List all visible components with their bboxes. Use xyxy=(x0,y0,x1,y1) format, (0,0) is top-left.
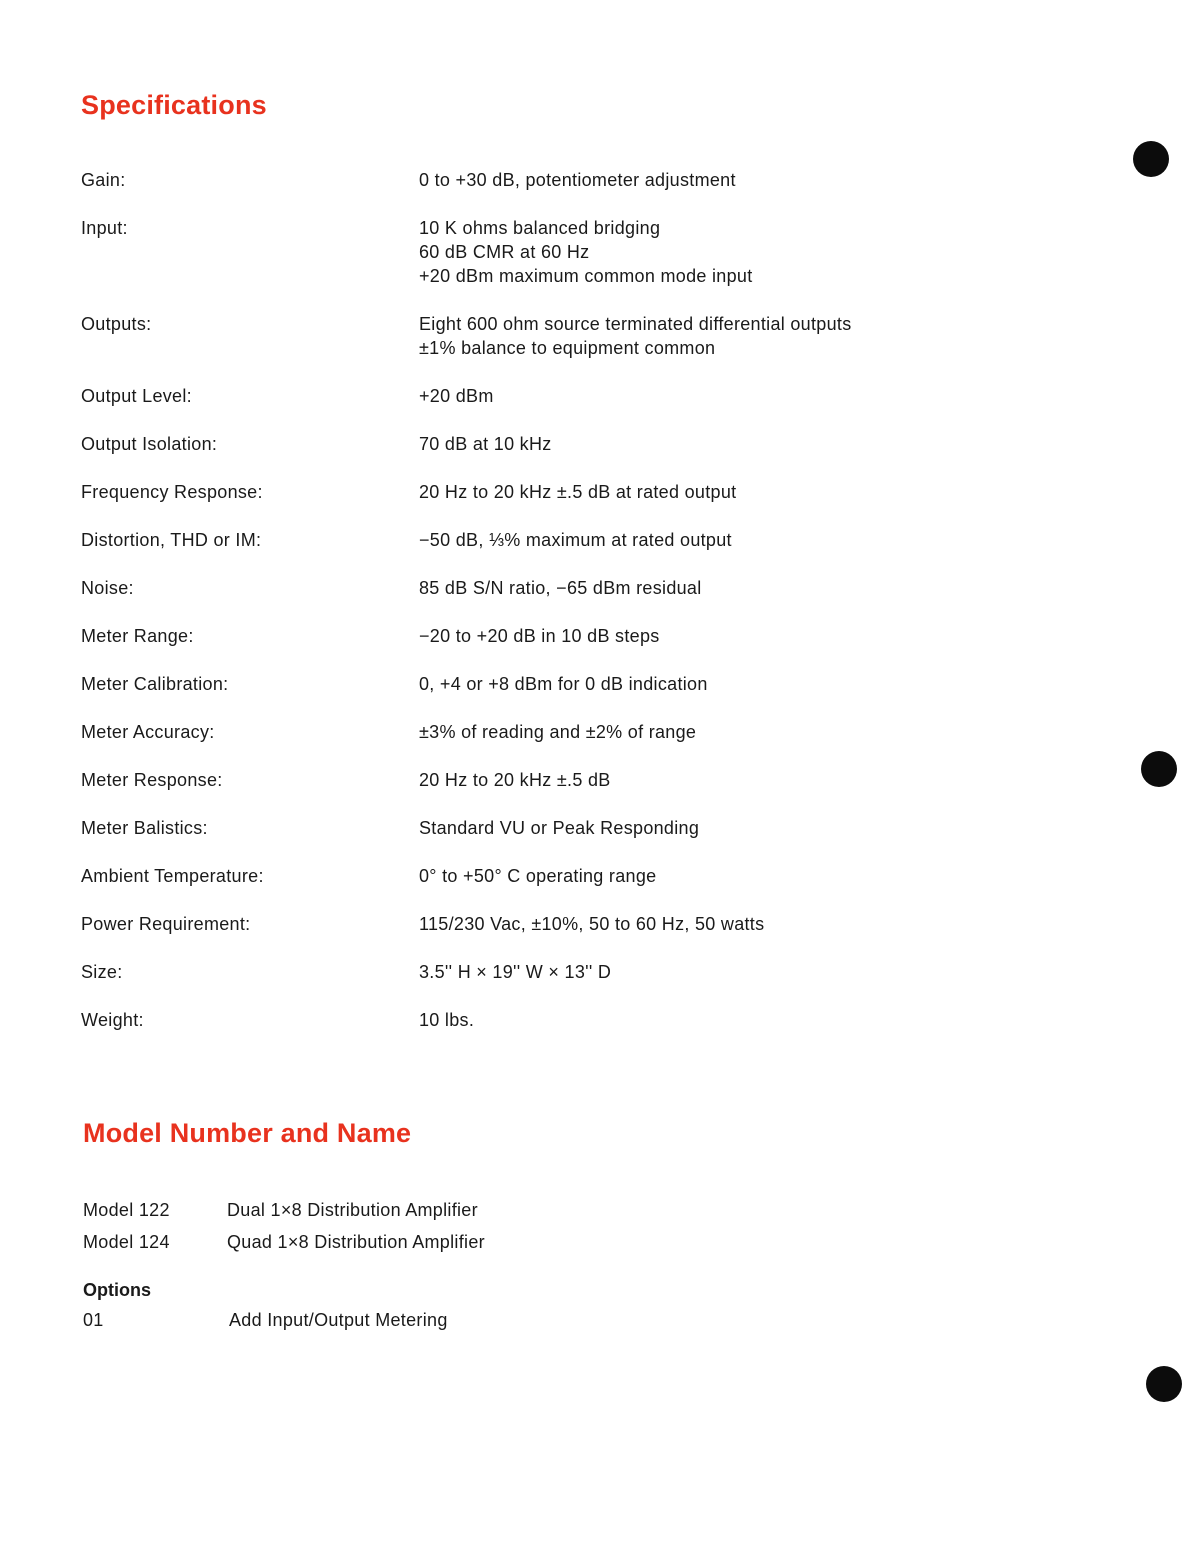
spec-value: +20 dBm maximum common mode input xyxy=(419,266,753,286)
model-name: Dual 1×8 Distribution Amplifier xyxy=(227,1200,478,1220)
spec-label: Input: xyxy=(81,218,128,238)
binder-hole-icon xyxy=(1146,1366,1182,1402)
spec-value: 10 lbs. xyxy=(419,1010,475,1030)
spec-value: ±1% balance to equipment common xyxy=(419,338,716,358)
spec-value: 0, +4 or +8 dBm for 0 dB indication xyxy=(419,674,708,694)
spec-row xyxy=(81,1008,941,1032)
spec-value: 20 Hz to 20 kHz ±.5 dB at rated output xyxy=(419,482,737,502)
spec-value: +20 dBm xyxy=(419,386,494,406)
spec-label: Meter Range: xyxy=(81,626,194,646)
spec-label: Power Requirement: xyxy=(81,914,251,934)
spec-value: 70 dB at 10 kHz xyxy=(419,434,552,454)
spec-row xyxy=(81,480,941,504)
spec-row xyxy=(81,528,941,552)
spec-row xyxy=(81,672,941,696)
spec-values xyxy=(419,480,941,504)
spec-row xyxy=(81,816,941,840)
spec-values xyxy=(419,1008,941,1032)
spec-values xyxy=(419,912,941,936)
spec-label: Ambient Temperature: xyxy=(81,866,264,886)
binder-hole-icon xyxy=(1141,751,1177,787)
spec-label: Gain: xyxy=(81,170,126,190)
specifications-heading: Specifications xyxy=(81,90,267,120)
model-number: Model 122 xyxy=(83,1200,170,1220)
spec-row xyxy=(81,432,941,456)
spec-label: Noise: xyxy=(81,578,134,598)
spec-value: ±3% of reading and ±2% of range xyxy=(419,722,697,742)
spec-values xyxy=(419,384,941,408)
specifications-table xyxy=(81,168,941,1056)
spec-value: Standard VU or Peak Responding xyxy=(419,818,700,838)
spec-row xyxy=(81,624,941,648)
option-name: Add Input/Output Metering xyxy=(229,1310,448,1330)
spec-value: 60 dB CMR at 60 Hz xyxy=(419,242,590,262)
spec-row xyxy=(81,312,941,360)
spec-label: Outputs: xyxy=(81,314,152,334)
spec-values xyxy=(419,168,941,192)
spec-label: Frequency Response: xyxy=(81,482,263,502)
spec-value: Eight 600 ohm source terminated differential outputs xyxy=(419,314,852,334)
spec-values xyxy=(419,624,941,648)
spec-values xyxy=(419,216,941,288)
spec-row xyxy=(81,216,941,288)
spec-value: 20 Hz to 20 kHz ±.5 dB xyxy=(419,770,611,790)
spec-label: Weight: xyxy=(81,1010,144,1030)
spec-row xyxy=(81,912,941,936)
spec-value: 3.5'' H × 19'' W × 13'' D xyxy=(419,962,612,982)
spec-label: Meter Response: xyxy=(81,770,223,790)
spec-row xyxy=(81,720,941,744)
spec-label: Output Isolation: xyxy=(81,434,218,454)
spec-label: Meter Balistics: xyxy=(81,818,208,838)
spec-row xyxy=(81,768,941,792)
model-name: Quad 1×8 Distribution Amplifier xyxy=(227,1232,485,1252)
spec-label: Output Level: xyxy=(81,386,192,406)
spec-row xyxy=(81,960,941,984)
model-number: Model 124 xyxy=(83,1232,170,1252)
spec-row xyxy=(81,576,941,600)
spec-label: Distortion, THD or IM: xyxy=(81,530,262,550)
binder-hole-icon xyxy=(1133,141,1169,177)
spec-values xyxy=(419,960,941,984)
spec-values xyxy=(419,864,941,888)
spec-value: 85 dB S/N ratio, −65 dBm residual xyxy=(419,578,702,598)
spec-label: Meter Accuracy: xyxy=(81,722,215,742)
spec-values xyxy=(419,720,941,744)
spec-value: −20 to +20 dB in 10 dB steps xyxy=(419,626,660,646)
spec-value: 10 K ohms balanced bridging xyxy=(419,218,661,238)
option-row xyxy=(83,1308,683,1334)
spec-values xyxy=(419,312,941,360)
spec-row xyxy=(81,384,941,408)
spec-value: 0 to +30 dB, potentiometer adjustment xyxy=(419,170,736,190)
spec-values xyxy=(419,576,941,600)
spec-values xyxy=(419,432,941,456)
spec-value: −50 dB, ⅓% maximum at rated output xyxy=(419,530,732,550)
spec-values xyxy=(419,528,941,552)
spec-label: Size: xyxy=(81,962,123,982)
option-code: 01 xyxy=(83,1310,104,1330)
options-heading: Options xyxy=(83,1280,151,1300)
spec-label: Meter Calibration: xyxy=(81,674,229,694)
spec-row xyxy=(81,864,941,888)
spec-values xyxy=(419,768,941,792)
spec-values xyxy=(419,672,941,696)
spec-values xyxy=(419,816,941,840)
spec-value: 115/230 Vac, ±10%, 50 to 60 Hz, 50 watts xyxy=(419,914,765,934)
spec-value: 0° to +50° C operating range xyxy=(419,866,657,886)
spec-row xyxy=(81,168,941,192)
model-number-heading: Model Number and Name xyxy=(83,1118,412,1148)
